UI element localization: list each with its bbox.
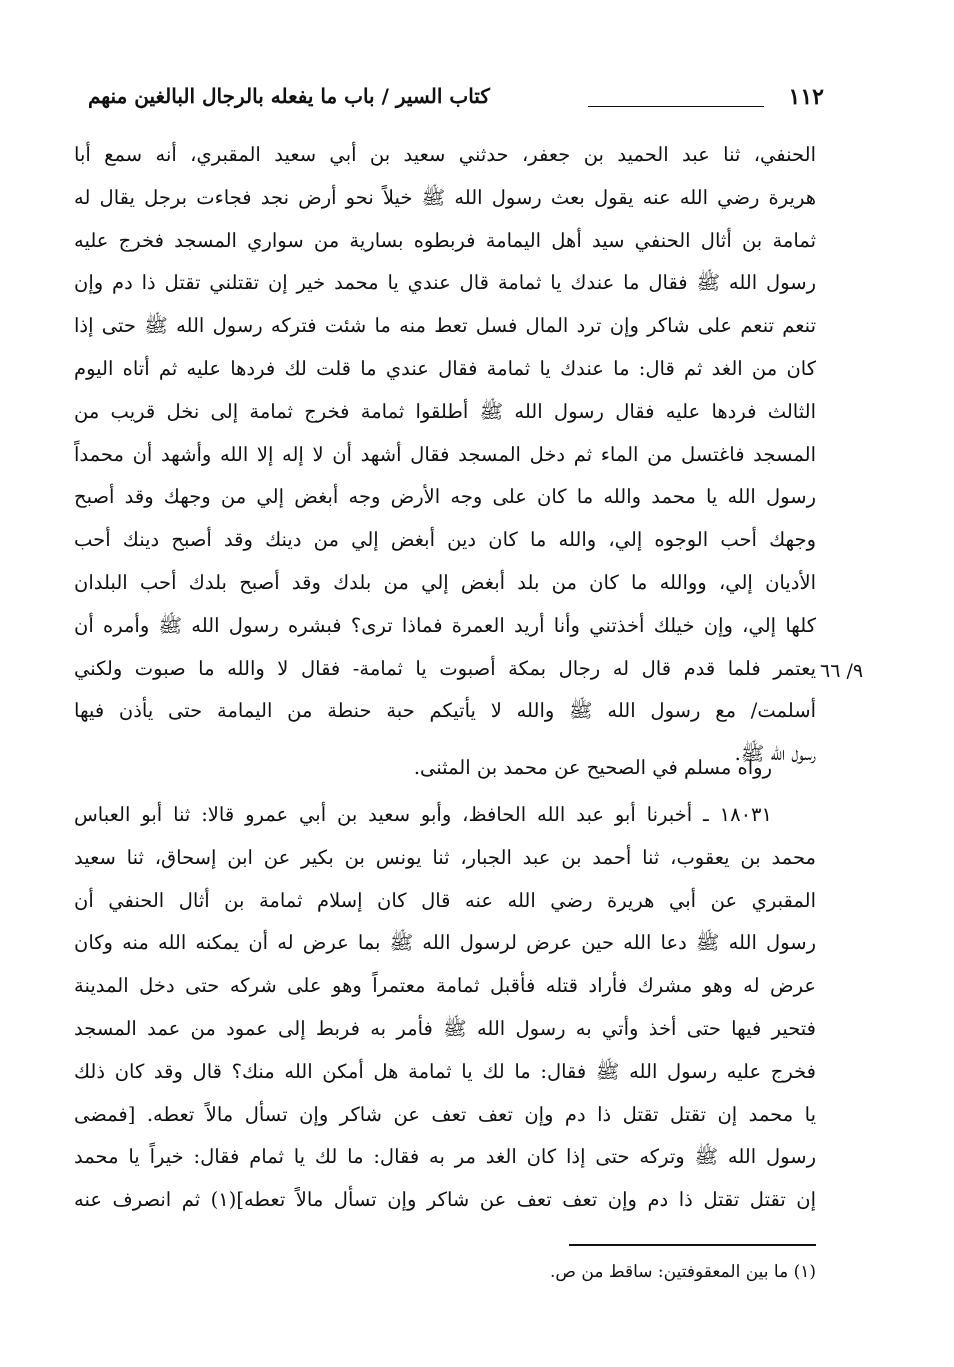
- narration-line: رواه مسلم في الصحيح عن محمد بن المثنى.: [413, 756, 772, 779]
- text-line: رسول الله ﷺ فقال ما عندك يا ثمامة قال عندي يا محمد خير إن تقتلني تقتل ذا دم وإن: [74, 271, 816, 295]
- text-line: فتحير فيها حتى أخذ وأتي به رسول الله ﷺ فأمر به فربط إلى عمود من عمد المسجد: [74, 1016, 816, 1040]
- hadith-number-line: ١٨٠٣١ ـ أخبرنا أبو عبد الله الحافظ، وأبو سعيد بن أبي عمرو قالا: ثنا أبو العباس: [74, 803, 772, 826]
- text-line: يا محمد إن تقتل تقتل ذا دم وإن تعف تعف عن شاكر وإن تسأل مالاً تعطه. [فمضى: [74, 1102, 816, 1126]
- text-line: كان من الغد ثم قال: ما عندك يا ثمامة فقال عندي ما قلت لك فردها عليه ثم أتاه اليوم: [74, 356, 816, 380]
- text-line: إن تقتل تقتل ذا دم وإن تعف تعف عن شاكر وإن تسأل مالاً تعطه](١) ثم انصرف عنه: [74, 1188, 816, 1212]
- narration-note: [74, 747, 816, 790]
- text-line: تنعم تنعم على شاكر وإن ترد المال فسل تعط منه ما شئت فتركه رسول الله ﷺ حتى إذا: [74, 314, 816, 338]
- text-line: المسجد فاغتسل من الماء ثم دخل المسجد فقال أشهد أن لا إله إلا الله وأشهد أن محمداً: [74, 442, 816, 466]
- text-line: رسول الله ﷺ.: [734, 742, 816, 766]
- text-line: يعتمر فلما قدم قال له رجال بمكة أصبوت يا ثمامة- فقال لا والله ما صبوت ولكني: [74, 656, 816, 680]
- running-title: كتاب السير / باب ما يفعله بالرجال البالغين منهم: [88, 84, 490, 108]
- page-number: ١١٢: [788, 84, 824, 110]
- text-line: وجهك أحب الوجوه إلي، والله ما كان دين أبغض إلي من دينك وقد أصبح دينك أحب: [74, 528, 816, 552]
- text-line: كلها إلي، وإن خيلك أخذتني وأنا أريد العمرة فماذا ترى؟ فبشره رسول الله ﷺ وأمره أن: [74, 613, 816, 637]
- text-line: رسول الله ﷺ وتركه حتى إذا كان الغد مر به فقال: ما لك يا ثمام فقال: خيراً يا محمد: [74, 1145, 816, 1169]
- text-line: هريرة رضي الله عنه يقول بعث رسول الله ﷺ خيلاً نحو أرض نجد فجاءت برجل يقال له: [74, 185, 816, 209]
- text-line: رسول الله يا محمد والله ما كان على وجه الأرض وجه أبغض إلي من وجهك وقد أصبح: [74, 485, 816, 509]
- text-line: ثمامة بن أثال الحنفي سيد أهل اليمامة فربطوه بسارية من سواري المسجد فخرج عليه: [74, 228, 816, 252]
- hadith-block-2: [74, 794, 816, 1222]
- page-header: [88, 78, 824, 114]
- footnote-separator: [569, 1244, 816, 1246]
- text-line: الثالث فردها عليه فقال رسول الله ﷺ أطلقوا ثمامة فخرج ثمامة إلى نخل قريب من: [74, 399, 816, 423]
- text-line: المقبري عن أبي هريرة رضي الله عنه قال كان إسلام ثمامة بن أثال الحنفي أن: [74, 888, 816, 912]
- footnote: (١) ما بين المعقوفتين: ساقط من ص.: [550, 1262, 816, 1282]
- margin-volume-page-note: ٩/ ٦٦: [820, 660, 864, 682]
- header-rule: [588, 106, 764, 107]
- hadith-block-1: [74, 134, 816, 776]
- text-line: أسلمت/ مع رسول الله ﷺ والله لا يأتيكم حبة حنطة من اليمامة حتى يأذن فيها: [74, 699, 816, 723]
- text-line: فخرج عليه رسول الله ﷺ فقال: ما لك يا ثمامة هل أمكن الله منك؟ قال وقد كان ذلك: [74, 1059, 816, 1083]
- text-line: رسول الله ﷺ دعا الله حين عرض لرسول الله ﷺ بما عرض له أن يمكنه الله منه وكان: [74, 931, 816, 955]
- text-line: محمد بن يعقوب، ثنا أحمد بن عبد الجبار، ثنا يونس بن بكير عن ابن إسحاق، ثنا سعيد: [74, 845, 816, 869]
- text-line: الأديان إلي، ووالله ما كان من بلد أبغض إلي من بلدك وقد أصبح بلدك أحب البلدان: [74, 570, 816, 594]
- text-line: الحنفي، ثنا عبد الحميد بن جعفر، حدثني سعيد بن أبي سعيد المقبري، أنه سمع أبا: [74, 143, 816, 166]
- text-line: عرض له وهو مشرك فأراد قتله فأقبل ثمامة معتمراً وهو على شركه حتى دخل المدينة: [74, 974, 816, 998]
